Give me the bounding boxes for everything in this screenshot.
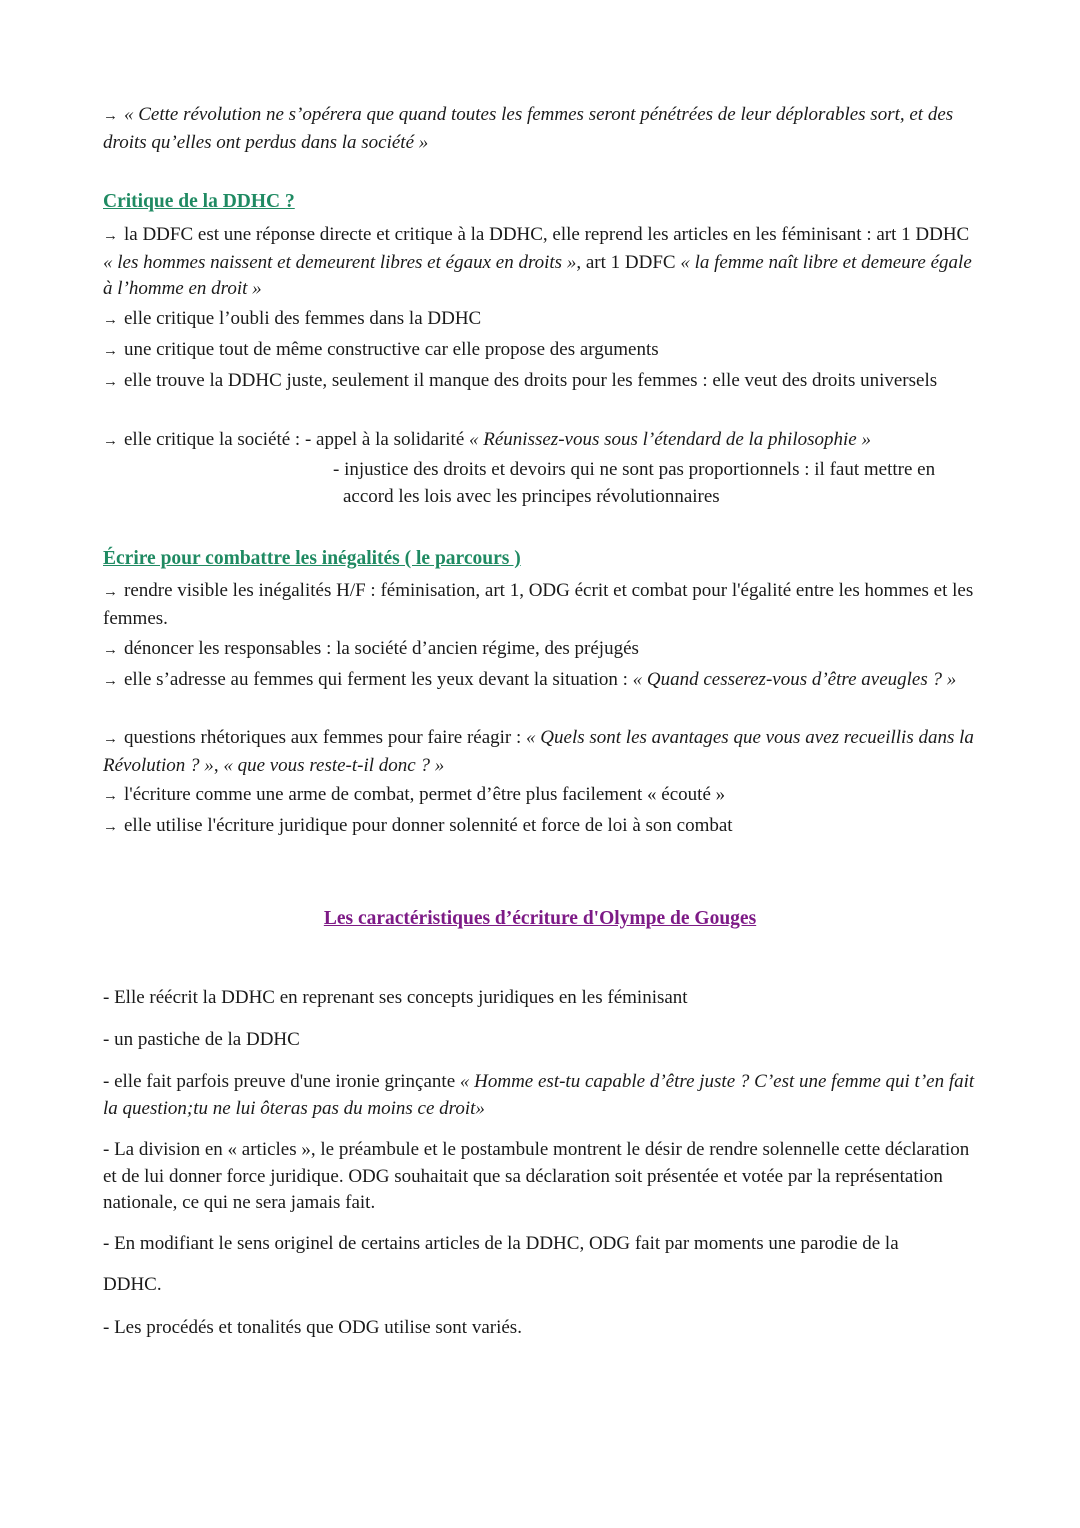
- paragraph: → elle critique la société : - appel à la solidarité « Réunissez-vous sous l’étendard de la philosophie »: [103, 429, 871, 450]
- arrow-icon: →: [103, 343, 118, 359]
- paragraph: → la DDFC est une réponse directe et critique à la DDHC, elle reprend les articles en les féminisant : art 1 DDHC « les hommes naissent et demeurent libres et égaux en droits », art 1 DDFC « la femme naît libre et demeure égale à l’homme en droit »: [103, 224, 972, 299]
- paragraph: - elle fait parfois preuve d'une ironie grinçante « Homme est-tu capable d’être juste ? C’est une femme qui t’en fait la question;tu ne lui ôteras pas du moins ce droit»: [103, 1071, 975, 1119]
- paragraph: → une critique tout de même constructive car elle propose des arguments: [103, 339, 659, 360]
- paragraph: → elle s’adresse au femmes qui ferment les yeux devant la situation : « Quand cesserez-vous d’être aveugles ? »: [103, 669, 957, 690]
- arrow-icon: →: [103, 374, 118, 390]
- paragraph: - La division en « articles », le préambule et le postambule montrent le désir de rendre solennelle cette déclaration et de lui donner force juridique. ODG souhaitait que sa déclaration soit présentée et votée par la représentation nationale, ce qui ne sera jamais fait.: [103, 1139, 970, 1213]
- paragraph: - Elle réécrit la DDHC en reprenant ses concepts juridiques en les féminisant: [103, 987, 688, 1008]
- intro-quote: → « Cette révolution ne s’opérera que quand toutes les femmes seront pénétrées de leur déplorables sort, et des droits qu’elles ont perdus dans la société »: [103, 104, 954, 153]
- paragraph: → rendre visible les inégalités H/F : féminisation, art 1, ODG écrit et combat pour l'égalité entre les hommes et les femmes.: [103, 580, 974, 629]
- section-heading-critique: Critique de la DDHC ?: [103, 191, 295, 212]
- paragraph: - un pastiche de la DDHC: [103, 1029, 300, 1050]
- paragraph: → elle critique l’oubli des femmes dans la DDHC: [103, 308, 482, 329]
- paragraph: → elle trouve la DDHC juste, seulement il manque des droits pour les femmes : elle veut des droits universels: [103, 370, 938, 391]
- sub-item: - injustice des droits et devoirs qui ne sont pas proportionnels : il faut mettre en accord les lois avec les principes révolutionnaires: [333, 459, 936, 507]
- paragraph: → questions rhétoriques aux femmes pour faire réagir : « Quels sont les avantages que vous avez recueillis dans la Révolution ? », « que vous reste-t-il donc ? »: [103, 727, 974, 776]
- paragraph: → dénoncer les responsables : la société d’ancien régime, des préjugés: [103, 638, 639, 659]
- arrow-icon: →: [103, 433, 118, 449]
- paragraph: → elle utilise l'écriture juridique pour donner solennité et force de loi à son combat: [103, 815, 733, 836]
- arrow-icon: →: [103, 584, 118, 600]
- arrow-icon: →: [103, 731, 118, 747]
- arrow-icon: →: [103, 788, 118, 804]
- section-title-caracteristiques: Les caractéristiques d’écriture d'Olympe de Gouges: [323, 908, 757, 929]
- paragraph: - En modifiant le sens originel de certains articles de la DDHC, ODG fait par moments une parodie de la: [103, 1233, 899, 1254]
- arrow-icon: →: [103, 228, 118, 244]
- arrow-icon: →: [103, 819, 118, 835]
- paragraph: → l'écriture comme une arme de combat, permet d’être plus facilement « écouté »: [103, 784, 726, 805]
- arrow-icon: →: [103, 642, 118, 658]
- section-heading-ecrire: Écrire pour combattre les inégalités ( le parcours ): [103, 548, 521, 569]
- paragraph: DDHC.: [103, 1274, 162, 1295]
- arrow-icon: →: [103, 108, 118, 124]
- arrow-icon: →: [103, 673, 118, 689]
- arrow-icon: →: [103, 312, 118, 328]
- paragraph: - Les procédés et tonalités que ODG utilise sont variés.: [103, 1317, 522, 1338]
